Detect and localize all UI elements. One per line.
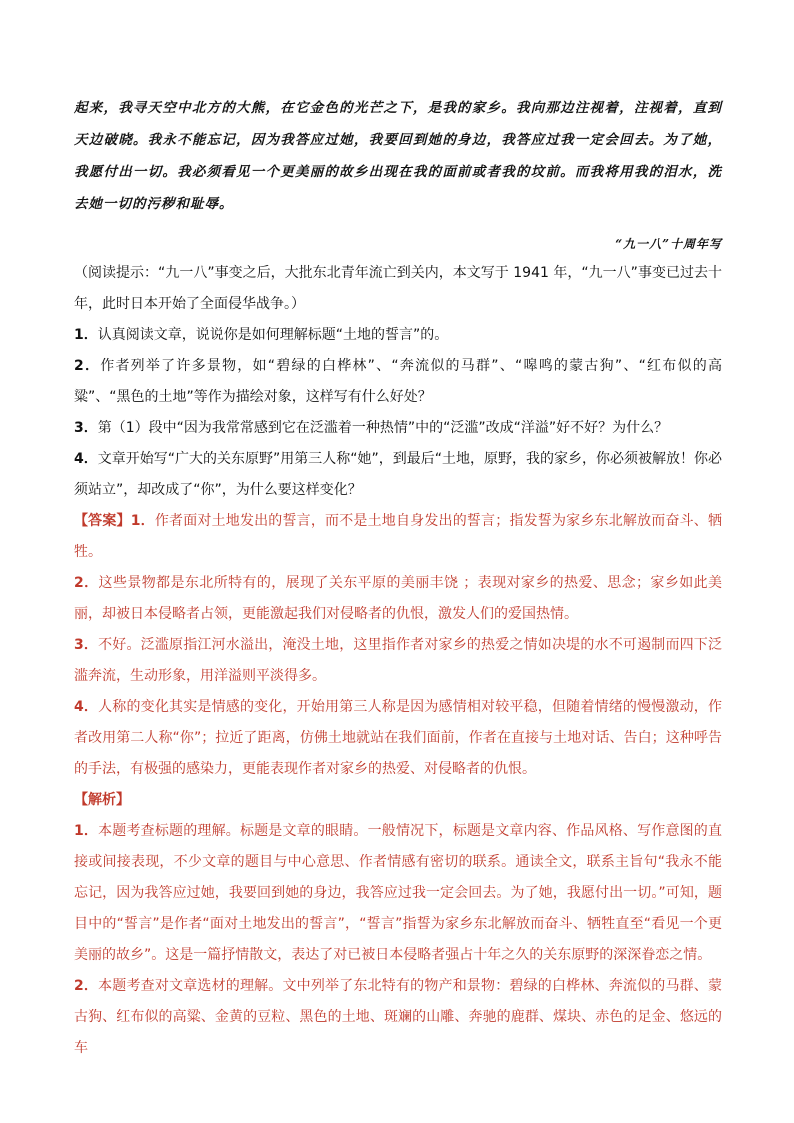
answer-number: 2． — [74, 575, 99, 591]
question-text: 第（1）段中“因为我常常感到它在泛滥着一种热情”中的“泛滥”改成“洋溢”好不好？为什么？ — [97, 420, 669, 436]
question-item — [74, 320, 722, 351]
answer-text: 这些景物都是东北所特有的，展现了关东平原的美丽丰饶 ；表现对家乡的热爱、思念；家乡如此美丽，却被日本侵略者占领，更能激起我们对侵略者的仇恨，激发人们的爱国热情。 — [74, 575, 723, 622]
answer-number: 4． — [74, 699, 99, 715]
analysis-heading — [74, 785, 722, 816]
answer-item — [74, 630, 722, 692]
question-item — [74, 413, 722, 444]
answer-tag: 【答案】 — [74, 513, 131, 529]
analysis-tag: 【解析】 — [74, 792, 130, 808]
analysis-number: 1． — [74, 823, 99, 839]
answer-section — [74, 506, 722, 785]
essay-signature: “九一八”十周年写 — [615, 237, 722, 251]
document-page — [74, 92, 722, 1064]
question-list — [74, 320, 722, 506]
question-item — [74, 351, 722, 413]
question-number: 1． — [74, 327, 98, 343]
analysis-section — [74, 785, 722, 1064]
question-text: 认真阅读文章，说说你是如何理解标题“土地的誓言”的。 — [97, 327, 449, 343]
exercise-body — [74, 258, 722, 1064]
question-number: 2． — [74, 358, 101, 374]
answer-text: 作者面对土地发出的誓言，而不是土地自身发出的誓言；指发誓为家乡东北解放而奋斗、牺牲。 — [74, 513, 722, 560]
answer-number: 3． — [74, 637, 99, 653]
reading-hint: （阅读提示：“九一八”事变之后，大批东北青年流亡到关内，本文写于 1941 年，“九一八”事变已过去十年，此时日本开始了全面侵华战争。） — [74, 265, 722, 312]
question-text: 作者列举了许多景物，如“碧绿的白桦林”、“奔流似的马群”、“嗥鸣的蒙古狗”、“红布似的高粱”、“黑色的土地”等作为描绘对象，这样写有什么好处？ — [74, 358, 722, 405]
answer-item — [74, 692, 722, 785]
analysis-item — [74, 816, 722, 971]
answer-text: 不好。泛滥原指江河水溢出，淹没土地，这里指作者对家乡的热爱之情如决堤的水不可遏制而四下泛滥奔流，生动形象，用洋溢则平淡得多。 — [74, 637, 722, 684]
answer-item — [74, 506, 722, 568]
question-number: 4． — [74, 451, 98, 467]
answer-number: 1． — [130, 513, 155, 529]
answer-text: 人称的变化其实是情感的变化，开始用第三人称是因为感情相对较平稳，但随着情绪的慢慢激动，作者改用第二人称“你”；拉近了距离，仿佛土地就站在我们面前，作者在直接与土地对话、告白；这种呼告的手法，有极强的感染力，更能表现作者对家乡的热爱、对侵略者的仇恨。 — [74, 699, 722, 777]
question-text: 文章开始写“广大的关东原野”用第三人称“她”，到最后“土地，原野，我的家乡，你必须被解放！你必须站立”，却改成了“你”，为什么要这样变化？ — [74, 451, 723, 498]
essay-excerpt — [74, 92, 722, 254]
question-number: 3． — [74, 420, 98, 436]
answer-item — [74, 568, 722, 630]
analysis-text: 本题考查标题的理解。标题是文章的眼睛。一般情况下，标题是文章内容、作品风格、写作意图的直接或间接表现，不少文章的题目与中心意思、作者情感有密切的联系。通读全文，联系主旨句“我永不能忘记，因为我答应过她，我要回到她的身边，我答应过我一定会回去。为了她，我愿付出一切。”可知，题目中的“誓言”是作者“面对土地发出的誓言”，“誓言”指誓为家乡东北解放而奋斗、牺牲直至“看见一个更美丽的故乡”。这是一篇抒情散文，表达了对已被日本侵略者强占十年之久的关东原野的深深眷恋之情。 — [74, 823, 722, 963]
question-item — [74, 444, 722, 506]
analysis-item — [74, 971, 722, 1064]
analysis-text: 本题考查对文章选材的理解。文中列举了东北特有的物产和景物：碧绿的白桦林、奔流似的马群、蒙古狗、红布似的高粱、金黄的豆粒、黑色的土地、斑斓的山雕、奔驰的鹿群、煤块、赤色的足金、悠远的车 — [74, 978, 722, 1056]
analysis-number: 2． — [74, 978, 99, 994]
essay-paragraph: 起来，我寻天空中北方的大熊，在它金色的光芒之下，是我的家乡。我向那边注视着，注视着，直到天边破晓。我永不能忘记，因为我答应过她，我要回到她的身边，我答应过我一定会回去。为了她，我愿付出一切。我必须看见一个更美丽的故乡出现在我的面前或者我的坟前。而我将用我的泪水，洗去她一切的污秽和耻辱。 — [74, 100, 722, 212]
